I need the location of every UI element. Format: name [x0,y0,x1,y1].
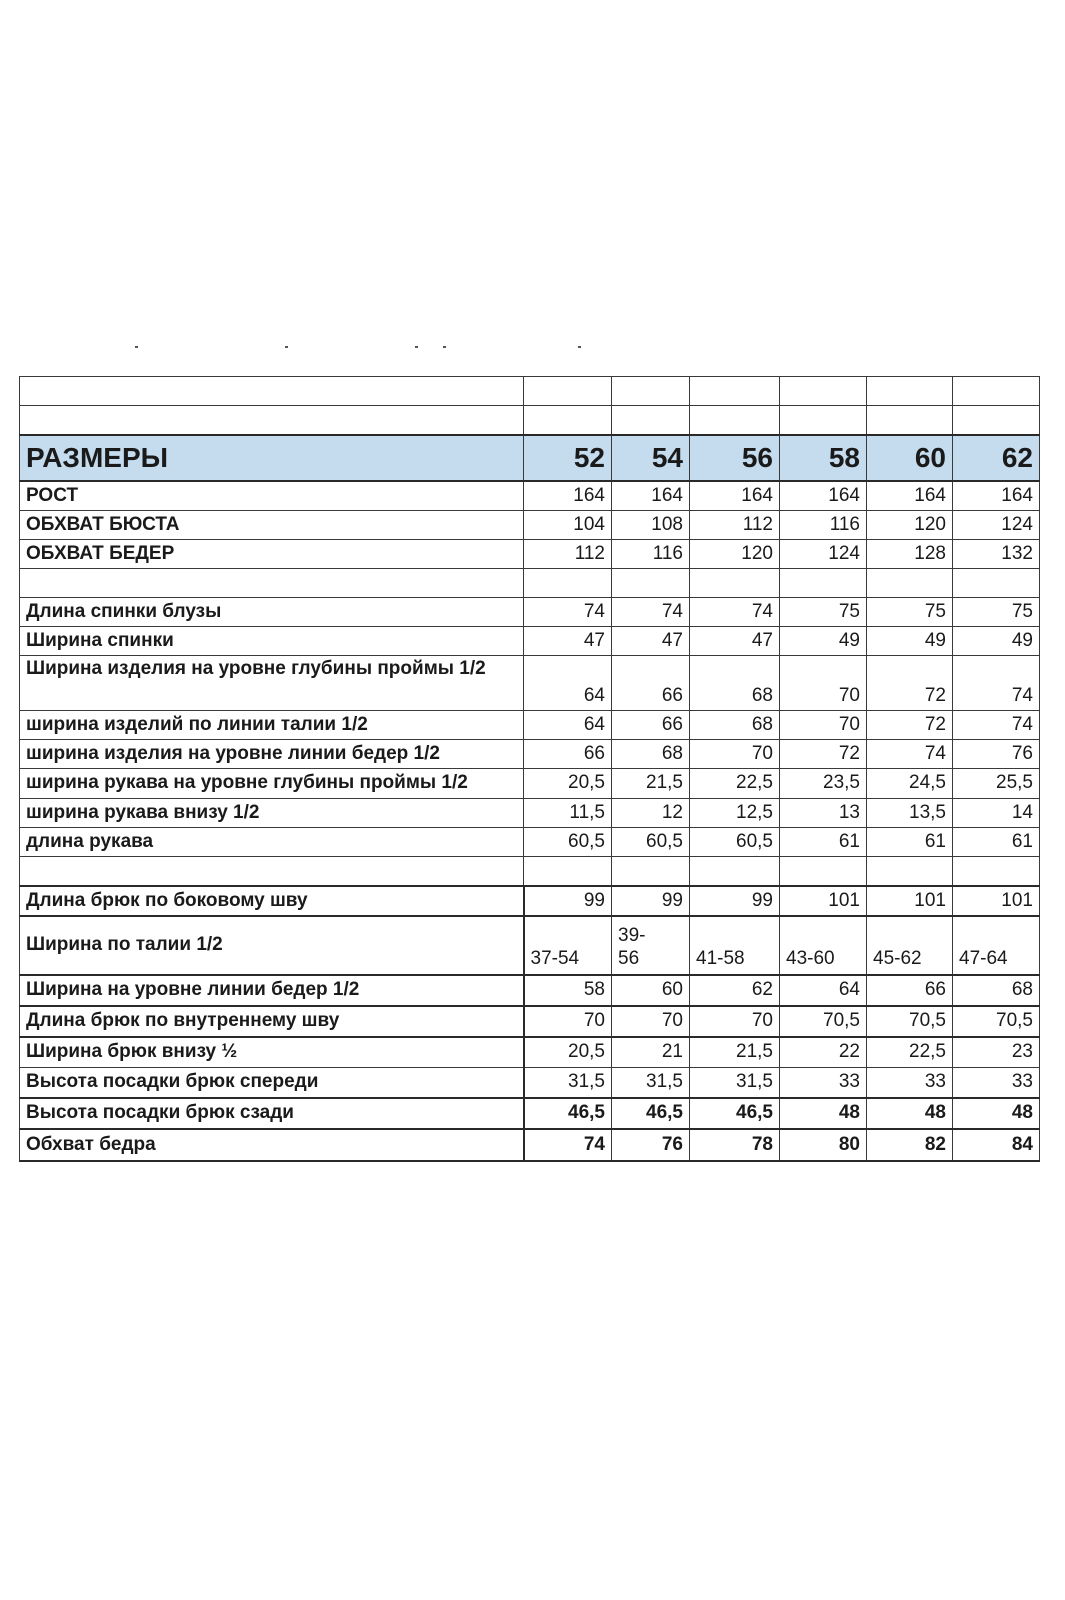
size-header-cell: 54 [612,435,690,481]
table-row [20,740,1040,769]
table-row [20,711,1040,740]
value-cell: 70,5 [780,1006,867,1037]
value-cell: 164 [524,481,612,511]
table-row [20,886,1040,916]
blank-row [20,569,1040,598]
value-cell: 120 [690,540,780,569]
table-row [20,656,1040,711]
value-cell: 108 [612,511,690,540]
value-cell: 72 [780,740,867,769]
value-cell: 66 [612,711,690,740]
value-cell: 75 [867,598,953,627]
value-cell: 74 [867,740,953,769]
table-row [20,540,1040,569]
value-cell: 22,5 [867,1037,953,1068]
value-cell: 46,5 [524,1098,612,1129]
value-cell: 24,5 [867,769,953,799]
speck [578,346,581,348]
value-cell: 120 [867,511,953,540]
value-cell: 49 [953,627,1040,656]
row-label: ОБХВАТ БЕДЕР [20,540,524,569]
value-cell: 112 [690,511,780,540]
value-cell: 74 [612,598,690,627]
speck [135,346,138,348]
value-cell: 84 [953,1129,1040,1161]
table-row [20,1006,1040,1037]
value-cell: 49 [780,627,867,656]
value-cell: 75 [953,598,1040,627]
value-cell: 13 [780,799,867,828]
value-cell: 39- 56 [612,916,690,975]
speck [285,346,288,348]
value-cell: 66 [867,975,953,1006]
value-cell: 48 [953,1098,1040,1129]
value-cell: 22 [780,1037,867,1068]
value-cell: 68 [690,711,780,740]
row-label: ширина рукава внизу 1/2 [20,799,524,828]
row-label: Ширина на уровне линии бедер 1/2 [20,975,524,1006]
value-cell: 80 [780,1129,867,1161]
row-label: РОСТ [20,481,524,511]
value-cell: 61 [953,828,1040,857]
value-cell: 64 [524,656,612,711]
value-cell: 78 [690,1129,780,1161]
size-chart-table [19,376,1040,1162]
table-row [20,1068,1040,1099]
value-cell: 74 [524,1129,612,1161]
row-label: ширина изделий по линии талии 1/2 [20,711,524,740]
value-cell: 31,5 [612,1068,690,1099]
row-label: ширина рукава на уровне глубины проймы 1/2 [20,769,524,799]
value-cell: 72 [867,656,953,711]
value-cell: 47 [690,627,780,656]
value-cell: 46,5 [690,1098,780,1129]
sizes-header-row [20,435,1040,481]
value-cell: 60,5 [612,828,690,857]
value-cell: 21 [612,1037,690,1068]
value-cell: 70 [524,1006,612,1037]
value-cell: 60,5 [524,828,612,857]
table-row [20,769,1040,799]
value-cell: 21,5 [690,1037,780,1068]
row-label: ширина изделия на уровне линии бедер 1/2 [20,740,524,769]
row-label: Длина спинки блузы [20,598,524,627]
table-row [20,1129,1040,1161]
row-label: Длина брюк по боковому шву [20,886,524,916]
value-cell: 47-64 [953,916,1040,975]
value-cell: 49 [867,627,953,656]
value-cell: 66 [612,656,690,711]
value-cell: 23,5 [780,769,867,799]
speck [415,346,418,348]
row-label: Ширина изделия на уровне глубины проймы 1/2 [20,656,524,711]
table-row [20,828,1040,857]
value-cell: 164 [867,481,953,511]
value-cell: 101 [780,886,867,916]
size-header-cell: 52 [524,435,612,481]
value-cell: 31,5 [690,1068,780,1099]
value-cell: 68 [612,740,690,769]
value-cell: 25,5 [953,769,1040,799]
value-cell: 11,5 [524,799,612,828]
value-cell: 74 [690,598,780,627]
value-cell: 132 [953,540,1040,569]
value-cell: 41-58 [690,916,780,975]
size-header-cell: 62 [953,435,1040,481]
value-cell: 164 [612,481,690,511]
blank-row [20,377,1040,406]
row-label: Длина брюк по внутреннему шву [20,1006,524,1037]
value-cell: 66 [524,740,612,769]
value-cell: 104 [524,511,612,540]
row-label: Обхват бедра [20,1129,524,1161]
value-cell: 37-54 [524,916,612,975]
value-cell: 76 [953,740,1040,769]
sizes-header-label: РАЗМЕРЫ [20,435,524,481]
blank-row [20,857,1040,887]
value-cell: 64 [780,975,867,1006]
value-cell: 70 [690,740,780,769]
value-cell: 70 [690,1006,780,1037]
value-cell: 70,5 [953,1006,1040,1037]
value-cell: 75 [780,598,867,627]
value-cell: 164 [780,481,867,511]
table-row [20,481,1040,511]
value-cell: 128 [867,540,953,569]
value-cell: 14 [953,799,1040,828]
size-header-cell: 58 [780,435,867,481]
row-label: Высота посадки брюк сзади [20,1098,524,1129]
value-cell: 68 [953,975,1040,1006]
value-cell: 70,5 [867,1006,953,1037]
value-cell: 43-60 [780,916,867,975]
value-cell: 164 [690,481,780,511]
value-cell: 58 [524,975,612,1006]
value-cell: 12 [612,799,690,828]
value-cell: 60,5 [690,828,780,857]
value-cell: 33 [780,1068,867,1099]
value-cell: 13,5 [867,799,953,828]
table-row [20,1037,1040,1068]
row-label: длина рукава [20,828,524,857]
table-row [20,1098,1040,1129]
value-cell: 62 [690,975,780,1006]
value-cell: 124 [953,511,1040,540]
value-cell: 21,5 [612,769,690,799]
row-label: Ширина спинки [20,627,524,656]
value-cell: 33 [867,1068,953,1099]
value-cell: 82 [867,1129,953,1161]
value-cell: 70 [612,1006,690,1037]
value-cell: 70 [780,711,867,740]
table-row [20,975,1040,1006]
row-label: Высота посадки брюк спереди [20,1068,524,1099]
value-cell: 124 [780,540,867,569]
value-cell: 12,5 [690,799,780,828]
value-cell: 22,5 [690,769,780,799]
value-cell: 60 [612,975,690,1006]
table-row [20,511,1040,540]
value-cell: 33 [953,1068,1040,1099]
value-cell: 31,5 [524,1068,612,1099]
value-cell: 101 [953,886,1040,916]
value-cell: 99 [690,886,780,916]
row-label: Ширина брюк внизу ½ [20,1037,524,1068]
value-cell: 47 [524,627,612,656]
value-cell: 116 [612,540,690,569]
table-row [20,598,1040,627]
value-cell: 99 [612,886,690,916]
value-cell: 76 [612,1129,690,1161]
value-cell: 72 [867,711,953,740]
value-cell: 101 [867,886,953,916]
value-cell: 64 [524,711,612,740]
table-row [20,916,1040,975]
row-label: ОБХВАТ БЮСТА [20,511,524,540]
value-cell: 48 [867,1098,953,1129]
table-row [20,799,1040,828]
value-cell: 116 [780,511,867,540]
value-cell: 112 [524,540,612,569]
value-cell: 68 [690,656,780,711]
value-cell: 47 [612,627,690,656]
value-cell: 61 [867,828,953,857]
value-cell: 74 [524,598,612,627]
value-cell: 20,5 [524,1037,612,1068]
value-cell: 46,5 [612,1098,690,1129]
value-cell: 45-62 [867,916,953,975]
size-header-cell: 60 [867,435,953,481]
value-cell: 20,5 [524,769,612,799]
value-cell: 164 [953,481,1040,511]
value-cell: 23 [953,1037,1040,1068]
value-cell: 74 [953,656,1040,711]
value-cell: 61 [780,828,867,857]
value-cell: 99 [524,886,612,916]
speck [443,346,446,348]
blank-row [20,406,1040,436]
table-row [20,627,1040,656]
row-label: Ширина по талии 1/2 [20,916,524,975]
value-cell: 70 [780,656,867,711]
value-cell: 74 [953,711,1040,740]
value-cell: 48 [780,1098,867,1129]
size-header-cell: 56 [690,435,780,481]
